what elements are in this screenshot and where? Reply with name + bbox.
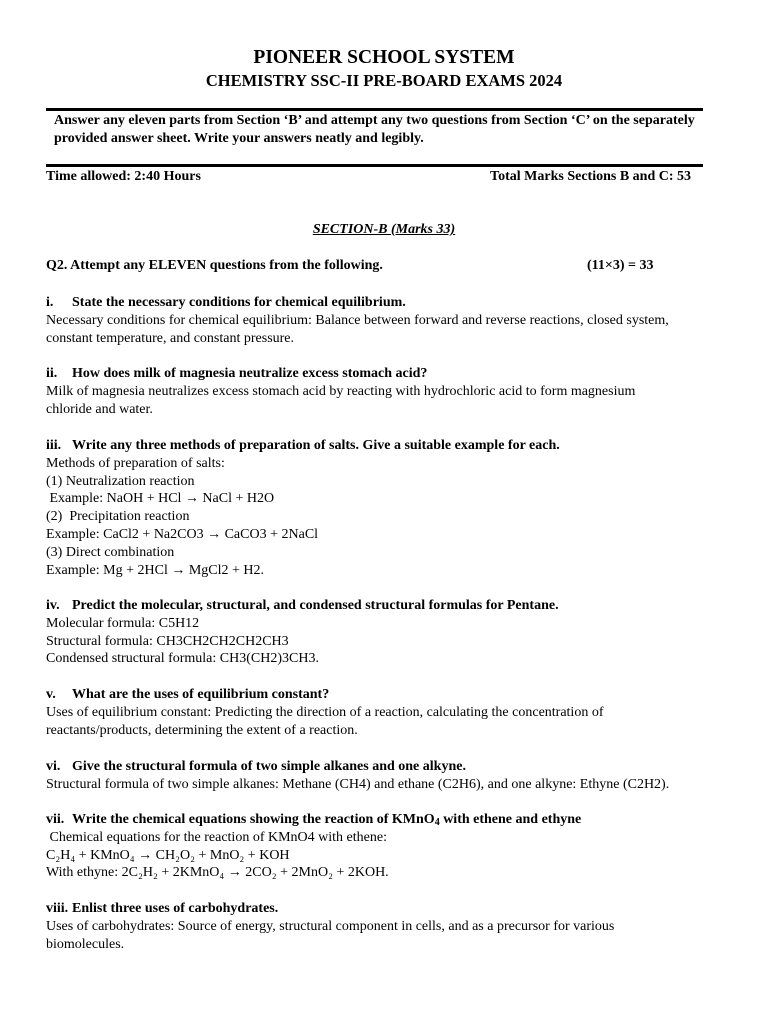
question-ii xyxy=(46,365,736,418)
answer-line: biomolecules. xyxy=(46,936,125,952)
question-text: State the necessary conditions for chemical equilibrium. xyxy=(72,295,406,310)
q2-marks: (11×3) = 33 xyxy=(587,258,654,273)
answer-line: Structural formula: CH3CH2CH2CH2CH3 xyxy=(46,633,289,649)
total-marks: Total Marks Sections B and C: 53 xyxy=(490,169,691,184)
answer-line: chloride and water. xyxy=(46,401,153,417)
question-heading xyxy=(46,811,736,829)
answer-line: Necessary conditions for chemical equilibrium: Balance between forward and reverse reactions, closed system, xyxy=(46,312,669,328)
question-iii xyxy=(46,437,736,579)
equation-ethyne: With ethyne: 2C₂H₂ + 2KMnO₄ → 2CO₂ + 2MnO₂ + 2KOH. xyxy=(46,865,389,881)
answer-line: Milk of magnesia neutralizes excess stomach acid by reacting with hydrochloric acid to form magnesium xyxy=(46,383,636,399)
answer-line: Uses of carbohydrates: Source of energy, structural component in cells, and as a precursor for various xyxy=(46,918,615,934)
question-number: iv. xyxy=(46,598,60,613)
question-text: How does milk of magnesia neutralize excess stomach acid? xyxy=(72,366,428,381)
question-heading xyxy=(46,758,736,776)
question-heading xyxy=(46,900,736,918)
q2-prompt: Q2. Attempt any ELEVEN questions from the following. xyxy=(46,258,383,273)
answer-line: Example: CaCl2 + Na2CO3 → CaCO3 + 2NaCl xyxy=(46,526,319,542)
question-text: Give the structural formula of two simple alkanes and one alkyne. xyxy=(72,759,466,774)
answer-line: Chemical equations for the reaction of KMnO4 with ethene: xyxy=(46,829,387,845)
top-divider xyxy=(46,108,703,111)
school-name: PIONEER SCHOOL SYSTEM xyxy=(253,47,515,68)
question-vi xyxy=(46,758,736,794)
question-i xyxy=(46,294,736,347)
answer-line: (3) Direct combination xyxy=(46,544,175,560)
question-text: Write any three methods of preparation of salts. Give a suitable example for each. xyxy=(72,438,560,453)
question-text: Enlist three uses of carbohydrates. xyxy=(72,901,279,916)
question-number: ii. xyxy=(46,366,58,381)
question-number: viii. xyxy=(46,901,69,916)
question-number: v. xyxy=(46,687,56,702)
answer-line: (1) Neutralization reaction xyxy=(46,473,195,489)
instructions: Answer any eleven parts from Section ‘B’ and attempt any two questions from Section ‘C’ on the separately provided answer sheet. Write your answers neatly and legibly. xyxy=(54,113,695,146)
question-vii xyxy=(46,811,736,882)
subscript: 4 xyxy=(434,817,440,828)
question-text-end: with ethene and ethyne xyxy=(439,812,582,827)
answer-line: Molecular formula: C5H12 xyxy=(46,615,200,631)
answer-line: Methods of preparation of salts: xyxy=(46,455,225,471)
answer-line: Example: Mg + 2HCl → MgCl2 + H2. xyxy=(46,562,265,578)
question-v xyxy=(46,686,736,739)
answer-line: Structural formula of two simple alkanes: Methane (CH4) and ethane (C2H6), and one alkyne: Ethyne (C2H2). xyxy=(46,776,670,792)
question-heading xyxy=(46,365,736,383)
question-number: i. xyxy=(46,295,54,310)
answer-line: Uses of equilibrium constant: Predicting the direction of a reaction, calculating the concentration of xyxy=(46,704,604,720)
question-heading xyxy=(46,294,736,312)
section-title: SECTION-B (Marks 33) xyxy=(312,222,456,237)
exam-title: CHEMISTRY SSC-II PRE-BOARD EXAMS 2024 xyxy=(205,71,563,90)
answer-line: Example: NaOH + HCl → NaCl + H2O xyxy=(46,491,275,507)
question-text: Predict the molecular, structural, and condensed structural formulas for Pentane. xyxy=(72,598,559,613)
bottom-divider xyxy=(46,164,703,167)
question-heading xyxy=(46,686,736,704)
answer-line: constant temperature, and constant pressure. xyxy=(46,330,295,346)
answer-line: (2) Precipitation reaction xyxy=(46,509,190,525)
question-viii xyxy=(46,900,736,953)
equation-ethene: C₂H₄ + KMnO₄ → CH₂O₂ + MnO₂ + KOH xyxy=(46,847,290,863)
question-text: Write the chemical equations showing the reaction of KMnO xyxy=(72,812,435,827)
question-number: vi. xyxy=(46,759,61,774)
answer-line: reactants/products, determining the extent of a reaction. xyxy=(46,722,358,738)
question-number: iii. xyxy=(46,438,62,453)
question-iv xyxy=(46,597,736,668)
question-text: What are the uses of equilibrium constant? xyxy=(72,687,330,702)
question-heading xyxy=(46,597,736,615)
question-number: vii. xyxy=(46,812,65,827)
answer-line: Condensed structural formula: CH3(CH2)3CH3. xyxy=(46,651,319,667)
time-allowed: Time allowed: 2:40 Hours xyxy=(46,169,201,184)
question-heading xyxy=(46,437,736,455)
